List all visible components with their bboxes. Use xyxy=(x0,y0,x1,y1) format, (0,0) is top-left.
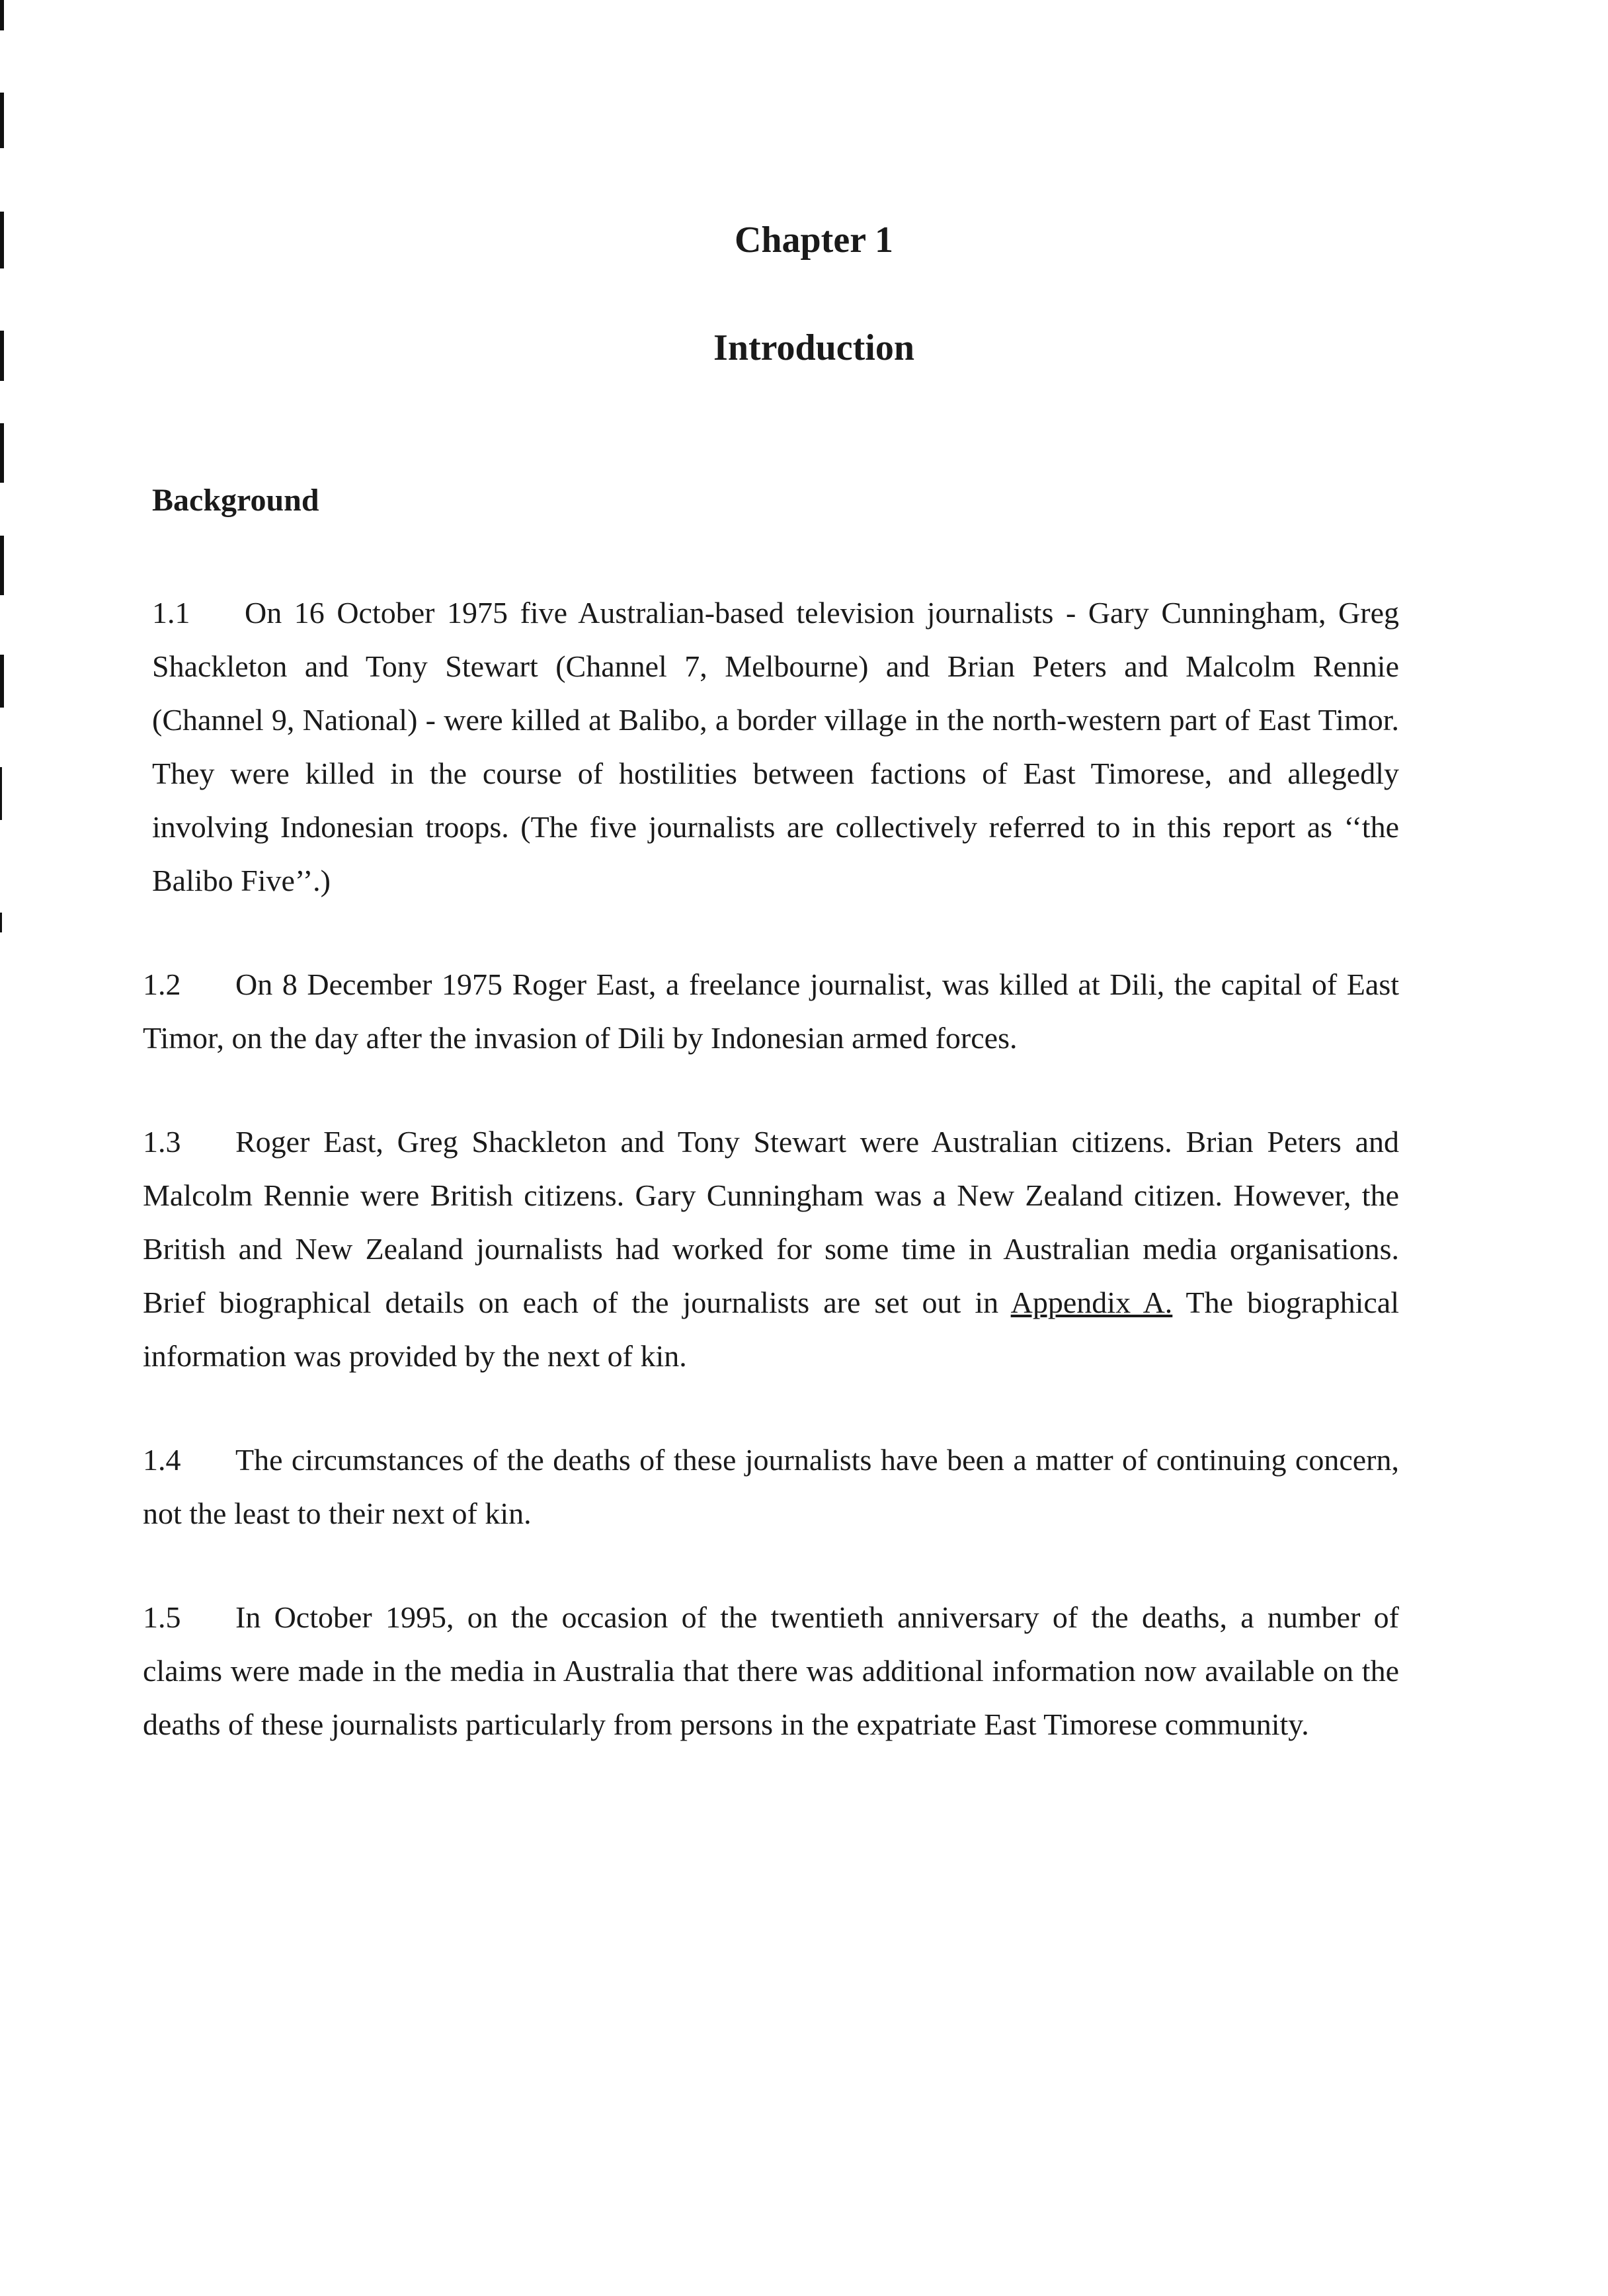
paragraph-text: In October 1995, on the occasion of the twentieth anniversary of the deaths, a number of claims were made in the media in Australia that there was additional information now available on the deaths of these journalists particularly from persons in the expatriate East Timorese community. xyxy=(143,1600,1399,1741)
paragraph-text: On 8 December 1975 Roger East, a freelance journalist, was killed at Dili, the capital of East Timor, on the day after the invasion of Dili by Indonesian armed forces. xyxy=(143,967,1399,1055)
document-page xyxy=(143,218,1399,1751)
section-heading: Background xyxy=(152,483,319,518)
scan-margin-mark xyxy=(0,0,4,30)
scan-margin-mark xyxy=(0,423,4,483)
paragraph-1-2 xyxy=(143,958,1399,1065)
paragraph-number: 1.5 xyxy=(143,1600,181,1634)
scan-margin-mark xyxy=(0,655,4,708)
paragraph-text: On 16 October 1975 five Australian-based television journalists - Gary Cunningham, Greg Shackleton and Tony Stewart (Channel 7, Melbourne) and Brian Peters and Malcolm Rennie (Channel 9, National) - were killed at Balibo, a border village in the north-western part of East Timor. They were killed in the course of hostilities between factions of East Timorese, and allegedly involving Indonesian troops. (The five journalists are collectively referred to in this report as ‘‘the Balibo Five’’.) xyxy=(152,595,1399,897)
paragraph-text-continued: The biographical information was provided by the next of kin. xyxy=(143,1285,1399,1373)
scan-margin-mark xyxy=(0,212,4,268)
paragraph-number: 1.3 xyxy=(143,1124,181,1159)
paragraph-text: The circumstances of the deaths of these journalists have been a matter of continuing concern, not the least to their next of kin. xyxy=(143,1442,1399,1530)
paragraph-text: Roger East, Greg Shackleton and Tony Stewart were Australian citizens. Brian Peters and Malcolm Rennie were British citizens. Gary Cunningham was a New Zealand citizen. However, the British and New Zealand journalists had worked for some time in Australian media organisations. Brief biographical details on each of the journalists are set out in xyxy=(143,1124,1399,1319)
chapter-label: Chapter 1 xyxy=(734,220,894,261)
chapter-title: Introduction xyxy=(713,327,914,369)
scan-margin-mark xyxy=(0,536,4,595)
paragraph-number: 1.1 xyxy=(152,595,190,630)
scan-margin-mark xyxy=(0,913,2,932)
paragraph-number: 1.2 xyxy=(143,967,181,1001)
paragraph-1-5 xyxy=(143,1590,1399,1751)
scan-margin-mark xyxy=(0,331,4,381)
paragraph-number: 1.4 xyxy=(143,1442,181,1477)
paragraph-1-1 xyxy=(143,586,1399,907)
paragraph-1-3 xyxy=(143,1115,1399,1383)
paragraph-1-4 xyxy=(143,1433,1399,1540)
scan-margin-mark xyxy=(0,767,2,820)
scan-margin-mark xyxy=(0,93,4,148)
appendix-a-link[interactable]: Appendix A. xyxy=(1010,1285,1173,1319)
